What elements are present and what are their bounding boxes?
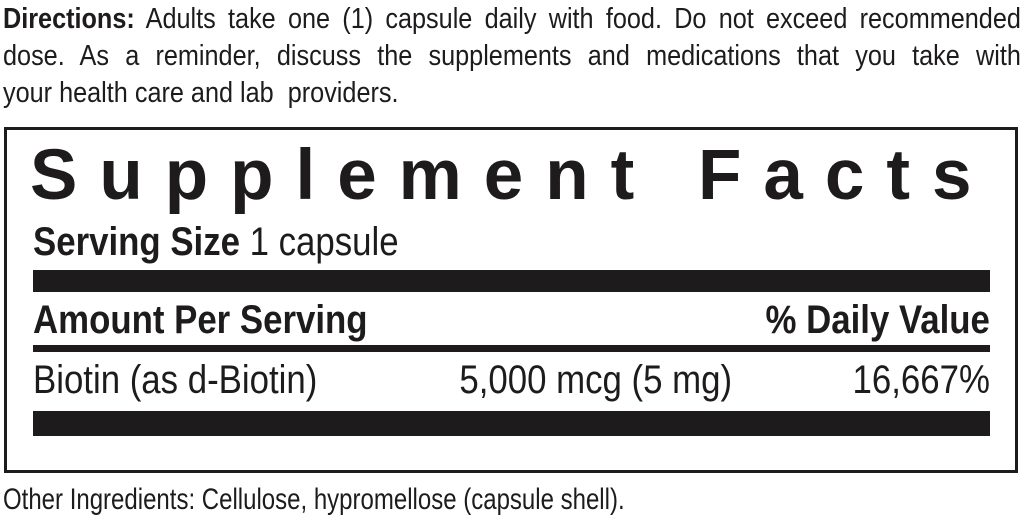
directions-line-3: your health care and lab providers. — [3, 77, 399, 109]
daily-value-header: % Daily Value — [765, 298, 990, 342]
serving-size-line — [33, 220, 990, 264]
nutrient-amount: 5,000 mcg (5 mg) — [459, 358, 733, 402]
other-ingredients-text: Other Ingredients: Cellulose, hypromellose (capsule shell). — [3, 483, 625, 516]
directions-line-1-text: Adults take one (1) capsule daily with food. Do not exceed recommended — [145, 3, 1021, 35]
supplement-facts-panel — [4, 127, 1018, 473]
other-ingredients-line — [3, 481, 1024, 519]
supplement-facts-title: Supplement Facts — [30, 136, 994, 215]
thin-divider — [33, 345, 990, 352]
thick-divider-top — [33, 270, 990, 292]
serving-size-value: 1 capsule — [249, 220, 399, 264]
thick-divider-bottom — [33, 411, 990, 436]
directions-paragraph — [3, 1, 1021, 112]
directions-line-2: dose. As a reminder, discuss the supplements and medications that you take with — [3, 40, 1021, 72]
serving-size-label: Serving Size — [33, 220, 240, 264]
supplement-label — [0, 1, 1024, 519]
facts-header-row — [33, 299, 990, 341]
amount-per-serving-header: Amount Per Serving — [33, 298, 368, 342]
nutrient-name: Biotin (as d-Biotin) — [33, 358, 318, 402]
nutrient-row — [33, 359, 990, 401]
nutrient-daily-value: 16,667% — [852, 358, 990, 402]
directions-heading: Directions: — [3, 3, 135, 35]
directions-line-1 — [3, 1, 1021, 38]
serving-size — [33, 220, 399, 264]
